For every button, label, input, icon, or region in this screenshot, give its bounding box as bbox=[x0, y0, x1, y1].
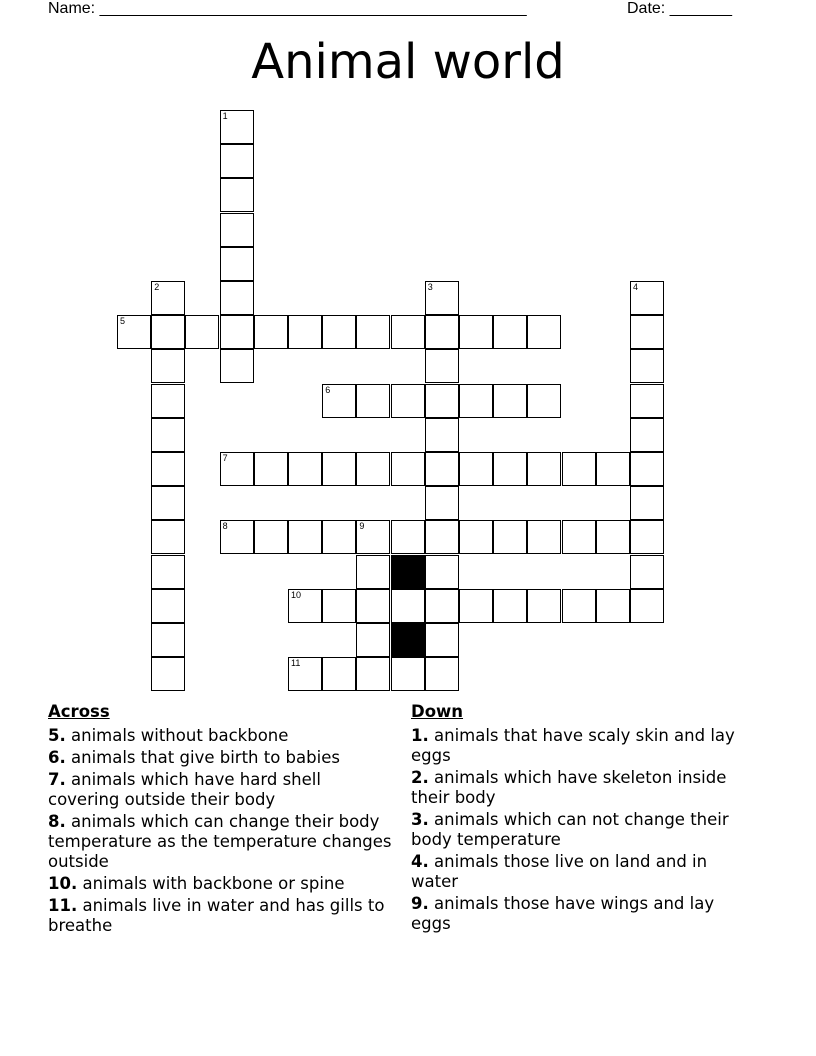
grid-cell[interactable] bbox=[391, 520, 425, 554]
grid-cell[interactable] bbox=[356, 520, 390, 554]
grid-cell[interactable] bbox=[493, 315, 527, 349]
clue-num: 3. bbox=[411, 810, 429, 829]
grid-cell[interactable] bbox=[459, 589, 493, 623]
grid-cell[interactable] bbox=[220, 452, 254, 486]
clue-number: 7 bbox=[222, 453, 228, 463]
clue-number: 2 bbox=[154, 282, 160, 292]
grid-cell[interactable] bbox=[151, 520, 185, 554]
grid-cell[interactable] bbox=[322, 657, 356, 691]
grid-cell[interactable] bbox=[288, 452, 322, 486]
grid-cell[interactable] bbox=[356, 555, 390, 589]
grid-cell[interactable] bbox=[151, 589, 185, 623]
across-clue bbox=[48, 726, 393, 746]
grid-cell[interactable] bbox=[459, 315, 493, 349]
across-clue bbox=[48, 874, 393, 894]
grid-cell[interactable] bbox=[562, 452, 596, 486]
down-clue bbox=[411, 726, 756, 766]
grid-cell[interactable] bbox=[493, 452, 527, 486]
clue-num: 11. bbox=[48, 896, 78, 915]
name-field-label: Name: ________________________________________________ bbox=[48, 0, 527, 17]
clue-text: animals with backbone or spine bbox=[77, 874, 345, 893]
grid-cell[interactable] bbox=[425, 384, 459, 418]
grid-cell[interactable] bbox=[630, 520, 664, 554]
down-clue bbox=[411, 894, 756, 934]
grid-cell[interactable] bbox=[391, 589, 425, 623]
clue-number: 5 bbox=[120, 316, 126, 327]
clue-num: 7. bbox=[48, 770, 66, 789]
grid-cell[interactable] bbox=[425, 589, 459, 623]
grid-cell[interactable] bbox=[425, 349, 459, 383]
clue-text: animals which can not change their body temperature bbox=[411, 810, 729, 849]
grid-cell[interactable] bbox=[391, 452, 425, 486]
grid-cell[interactable] bbox=[356, 657, 390, 691]
grid-cell[interactable] bbox=[356, 452, 390, 486]
grid-cell[interactable] bbox=[425, 418, 459, 452]
clue-number: 9 bbox=[359, 521, 365, 532]
grid-cell[interactable] bbox=[527, 520, 561, 554]
clue-num: 9. bbox=[411, 894, 429, 913]
grid-cell[interactable] bbox=[356, 589, 390, 623]
grid-cell[interactable] bbox=[596, 520, 630, 554]
grid-cell[interactable] bbox=[527, 315, 561, 349]
grid-cell[interactable] bbox=[459, 520, 493, 554]
down-clues bbox=[411, 702, 756, 936]
grid-cell[interactable] bbox=[151, 486, 185, 520]
grid-cell[interactable] bbox=[459, 384, 493, 418]
clue-text: animals live in water and has gills to breathe bbox=[48, 896, 385, 935]
clue-text: animals that give birth to babies bbox=[65, 748, 340, 767]
grid-cell[interactable] bbox=[630, 418, 664, 452]
grid-cell[interactable] bbox=[185, 315, 219, 349]
grid-cell[interactable] bbox=[151, 418, 185, 452]
across-heading: Across bbox=[48, 702, 110, 721]
grid-cell[interactable] bbox=[425, 486, 459, 520]
across-clue bbox=[48, 812, 393, 872]
grid-block bbox=[391, 623, 425, 657]
clue-num: 5. bbox=[48, 726, 66, 745]
across-clue bbox=[48, 748, 393, 768]
grid-cell[interactable] bbox=[630, 384, 664, 418]
clue-number: 6 bbox=[325, 384, 331, 395]
clue-num: 10. bbox=[48, 874, 78, 893]
clue-text: animals those live on land and in water bbox=[411, 852, 708, 891]
grid-cell[interactable] bbox=[630, 315, 664, 349]
clue-text: animals without backbone bbox=[65, 726, 289, 745]
clue-number: 3 bbox=[427, 282, 433, 292]
grid-cell[interactable] bbox=[425, 657, 459, 691]
grid-cell[interactable] bbox=[322, 384, 356, 418]
grid-cell[interactable] bbox=[596, 452, 630, 486]
clue-text: animals which have skeleton inside their body bbox=[411, 768, 727, 807]
grid-cell[interactable] bbox=[220, 247, 254, 281]
grid-cell[interactable] bbox=[220, 315, 254, 349]
grid-cell[interactable] bbox=[151, 623, 185, 657]
across-clues bbox=[48, 702, 393, 938]
grid-cell[interactable] bbox=[151, 281, 185, 315]
clue-text: animals which can change their body temperature as the temperature changes outside bbox=[48, 812, 392, 871]
clue-num: 1. bbox=[411, 726, 429, 745]
across-clue bbox=[48, 896, 393, 936]
grid-cell[interactable] bbox=[254, 315, 288, 349]
grid-cell[interactable] bbox=[254, 520, 288, 554]
clue-num: 2. bbox=[411, 768, 429, 787]
grid-cell[interactable] bbox=[630, 555, 664, 589]
grid-cell[interactable] bbox=[391, 657, 425, 691]
grid-cell[interactable] bbox=[630, 589, 664, 623]
date-field-label: Date: _______ bbox=[627, 0, 732, 17]
page-title: Animal world bbox=[251, 34, 565, 90]
down-clue bbox=[411, 810, 756, 850]
clue-number: 4 bbox=[633, 282, 639, 292]
grid-cell[interactable] bbox=[322, 589, 356, 623]
grid-cell[interactable] bbox=[493, 520, 527, 554]
down-clue bbox=[411, 852, 756, 892]
grid-cell[interactable] bbox=[322, 452, 356, 486]
clue-number: 8 bbox=[222, 521, 228, 532]
grid-cell[interactable] bbox=[151, 349, 185, 383]
grid-block bbox=[391, 555, 425, 589]
clue-text: animals those have wings and lay eggs bbox=[411, 894, 715, 933]
clue-num: 6. bbox=[48, 748, 66, 767]
grid-cell[interactable] bbox=[459, 452, 493, 486]
clue-number: 11 bbox=[291, 658, 301, 669]
clue-number: 1 bbox=[222, 111, 228, 121]
grid-cell[interactable] bbox=[356, 384, 390, 418]
clue-number: 10 bbox=[291, 589, 302, 600]
grid-cell[interactable] bbox=[562, 589, 596, 623]
grid-cell[interactable] bbox=[220, 213, 254, 247]
grid-cell[interactable] bbox=[562, 520, 596, 554]
clue-num: 8. bbox=[48, 812, 66, 831]
grid-cell[interactable] bbox=[425, 520, 459, 554]
grid-cell[interactable] bbox=[322, 315, 356, 349]
grid-cell[interactable] bbox=[117, 315, 151, 349]
grid-cell[interactable] bbox=[425, 452, 459, 486]
grid-cell[interactable] bbox=[220, 520, 254, 554]
grid-cell[interactable] bbox=[425, 315, 459, 349]
grid-cell[interactable] bbox=[220, 349, 254, 383]
grid-cell[interactable] bbox=[391, 384, 425, 418]
grid-cell[interactable] bbox=[630, 486, 664, 520]
clue-num: 4. bbox=[411, 852, 429, 871]
grid-cell[interactable] bbox=[288, 315, 322, 349]
grid-cell[interactable] bbox=[493, 384, 527, 418]
grid-cell[interactable] bbox=[220, 281, 254, 315]
grid-cell[interactable] bbox=[527, 452, 561, 486]
grid-cell[interactable] bbox=[425, 281, 459, 315]
grid-cell[interactable] bbox=[220, 110, 254, 144]
grid-cell[interactable] bbox=[151, 452, 185, 486]
grid-cell[interactable] bbox=[425, 623, 459, 657]
grid-cell[interactable] bbox=[425, 555, 459, 589]
grid-cell[interactable] bbox=[596, 589, 630, 623]
down-heading: Down bbox=[411, 702, 464, 721]
grid-cell[interactable] bbox=[356, 315, 390, 349]
clue-text: animals which have hard shell covering outside their body bbox=[48, 770, 321, 809]
grid-cell[interactable] bbox=[151, 384, 185, 418]
grid-cell[interactable] bbox=[630, 452, 664, 486]
grid-cell[interactable] bbox=[220, 144, 254, 178]
grid-cell[interactable] bbox=[151, 555, 185, 589]
grid-cell[interactable] bbox=[356, 623, 390, 657]
grid-cell[interactable] bbox=[151, 657, 185, 691]
grid-cell[interactable] bbox=[288, 520, 322, 554]
grid-cell[interactable] bbox=[493, 589, 527, 623]
across-clue bbox=[48, 770, 393, 810]
grid-cell[interactable] bbox=[527, 589, 561, 623]
grid-cell[interactable] bbox=[220, 178, 254, 212]
grid-cell[interactable] bbox=[254, 452, 288, 486]
grid-cell[interactable] bbox=[630, 349, 664, 383]
clue-text: animals that have scaly skin and lay eggs bbox=[411, 726, 735, 765]
grid-cell[interactable] bbox=[288, 589, 322, 623]
down-clue bbox=[411, 768, 756, 808]
grid-cell[interactable] bbox=[288, 657, 322, 691]
grid-cell[interactable] bbox=[527, 384, 561, 418]
grid-cell[interactable] bbox=[630, 281, 664, 315]
grid-cell[interactable] bbox=[322, 520, 356, 554]
grid-cell[interactable] bbox=[391, 315, 425, 349]
grid-cell[interactable] bbox=[151, 315, 185, 349]
